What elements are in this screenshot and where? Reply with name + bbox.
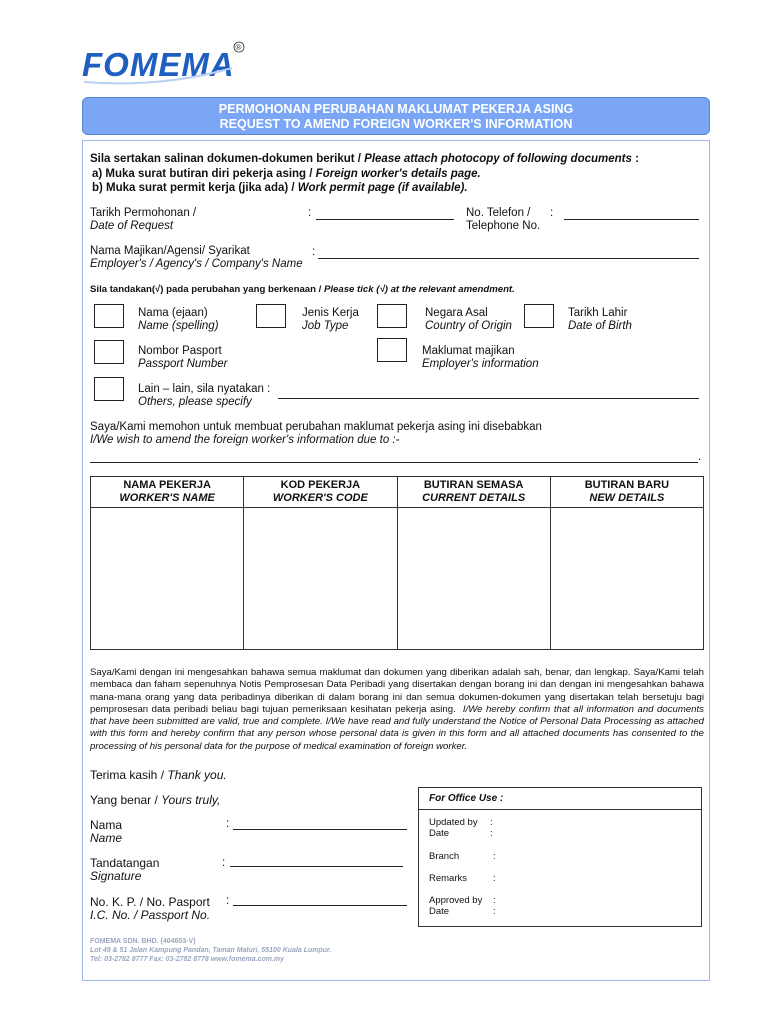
opt-others-en: Others, please specify (138, 396, 252, 408)
checkbox-job-type[interactable] (256, 304, 286, 328)
office-colon: : (490, 828, 493, 839)
tick-instruction: Sila tandakan(√) pada perubahan yang berkenaan / Please tick (√) at the relevant amendment. (90, 284, 515, 295)
title-banner (82, 97, 710, 135)
attach-item-a: a) Muka surat butiran diri pekerja asing / Foreign worker's details page. (92, 168, 481, 180)
registered-mark: ® (235, 43, 242, 52)
ic-colon: : (226, 895, 230, 907)
logo-text: FOMEMA (82, 46, 235, 83)
signature-label: Tandatangan (90, 856, 160, 870)
signature-input-line[interactable] (230, 866, 403, 867)
employer-label: Nama Majikan/Agensi/ Syarikat (90, 245, 250, 257)
checkbox-employer-info[interactable] (377, 338, 407, 362)
name-input-line[interactable] (233, 829, 407, 830)
amendment-table (90, 476, 704, 650)
sig-name-colon: : (226, 818, 230, 830)
signature-colon: : (222, 857, 226, 869)
office-date-1: Date (429, 828, 450, 839)
footer-company: FOMEMA SDN. BHD. (404653-V) (90, 938, 196, 945)
sig-name-label: Nama (90, 818, 123, 832)
date-label-en: Date of Request (90, 220, 174, 232)
reason-input-line[interactable] (90, 462, 698, 463)
office-colon: : (493, 851, 496, 862)
employer-input-line[interactable] (318, 258, 699, 259)
ic-label: No. K. P. / No. Pasport (90, 895, 210, 909)
office-branch: Branch (429, 851, 460, 862)
opt-passport-en: Passport Number (138, 358, 228, 370)
table-header-row (91, 477, 704, 508)
ic-label-en: I.C. No. / Passport No. (90, 908, 211, 922)
office-colon: : (493, 906, 496, 917)
phone-colon: : (550, 207, 554, 219)
checkbox-country[interactable] (377, 304, 407, 328)
col-header-new-details: BUTIRAN BARU NEW DETAILS (550, 477, 703, 508)
opt-name-en: Name (spelling) (138, 320, 219, 332)
phone-input-line[interactable] (564, 219, 699, 220)
ic-input-line[interactable] (233, 905, 407, 906)
office-approved-by: Approved by (429, 895, 483, 906)
opt-others: Lain – lain, sila nyatakan : (138, 383, 271, 395)
phone-label-en: Telephone No. (466, 220, 541, 232)
signature-label-en: Signature (90, 869, 142, 883)
date-input-line[interactable] (316, 219, 454, 220)
employer-label-en: Employer's / Agency's / Company's Name (90, 258, 303, 270)
office-colon: : (490, 817, 493, 828)
yours-truly: Yang benar / Yours truly, (90, 793, 221, 807)
employer-colon: : (312, 246, 316, 258)
checkbox-name[interactable] (94, 304, 124, 328)
others-input-line[interactable] (278, 398, 699, 399)
reason-label: Saya/Kami memohon untuk membuat perubahan maklumat pekerja asing ini disebabkan (90, 421, 542, 433)
col-header-worker-name: NAMA PEKERJA WORKER'S NAME (91, 477, 244, 508)
reason-label-en: I/We wish to amend the foreign worker's information due to :- (90, 434, 400, 446)
opt-employer: Maklumat majikan (422, 345, 515, 357)
opt-country-en: Country of Origin (425, 320, 512, 332)
opt-name: Nama (ejaan) (138, 307, 208, 319)
date-colon: : (308, 207, 312, 219)
cell-new-details[interactable] (550, 508, 703, 650)
table-row (91, 508, 704, 650)
office-date-2: Date (429, 906, 450, 917)
office-use-box (418, 787, 702, 927)
cell-worker-code[interactable] (244, 508, 397, 650)
checkbox-dob[interactable] (524, 304, 554, 328)
checkbox-passport[interactable] (94, 340, 124, 364)
col-header-current-details: BUTIRAN SEMASA CURRENT DETAILS (397, 477, 550, 508)
checkbox-others[interactable] (94, 377, 124, 401)
opt-dob: Tarikh Lahir (568, 307, 628, 319)
opt-job: Jenis Kerja (302, 307, 359, 319)
col-header-worker-code: KOD PEKERJA WORKER'S CODE (244, 477, 397, 508)
opt-employer-en: Employer's information (422, 358, 539, 370)
opt-job-en: Job Type (302, 320, 349, 332)
sig-name-label-en: Name (90, 831, 123, 845)
footer-address: Lot 49 & 51 Jalan Kampung Pandan, Taman Maluri, 55100 Kuala Lumpur. (90, 947, 332, 954)
opt-country: Negara Asal (425, 307, 488, 319)
thank-you: Terima kasih / Thank you. (90, 768, 227, 782)
title-english: REQUEST TO AMEND FOREIGN WORKER'S INFORMATION (219, 117, 573, 131)
cell-current-details[interactable] (397, 508, 550, 650)
office-colon: : (493, 873, 496, 884)
office-remarks: Remarks (429, 873, 468, 884)
opt-dob-en: Date of Birth (568, 320, 632, 332)
footer-contact: Tel: 03-2782 8777 Fax: 03-2782 8778 www.fomema.com.my (90, 956, 285, 963)
opt-passport: Nombor Pasport (138, 345, 222, 357)
date-label: Tarikh Permohonan / (90, 207, 197, 219)
office-use-heading: For Office Use : (419, 788, 701, 810)
fomema-logo (82, 38, 252, 94)
phone-label: No. Telefon / (466, 207, 531, 219)
declaration-text: Saya/Kami dengan ini mengesahkan bahawa semua maklumat dan dokumen yang diberikan adalah sah, benar, dan lengkap. Saya/Kami telah membaca dan faham sepenuhnya Notis Pemprosesan Data Peribadi yang disertakan dengan borang ini dan dengan ini mengesahkan bahawa mana-mana orang yang data peribadinya diberikan di dalam borang ini dan semua dokumen-dokumen yang disertakan telah bersetuju bagi pemprosesan data peribadi beliau bagi tujuan pemeriksaan kesihatan pekerja asing. I/We hereby confirm that all information and documents that have been submitted are valid, true and complete. I/We have read and fully understand the Notice of Personal Data Processing as attached with this form and hereby confirm that any person whose personal data is given in this form and all attached documents has consented to the processing of his personal data for the purpose of medical examination of foreign worker. (90, 667, 704, 752)
office-colon: : (493, 895, 496, 906)
office-updated-by: Updated by (429, 817, 478, 828)
cell-worker-name[interactable] (91, 508, 244, 650)
attach-heading: Sila sertakan salinan dokumen-dokumen berikut / Please attach photocopy of following documents : (90, 153, 639, 165)
reason-end-dot: . (698, 451, 702, 463)
attach-item-b: b) Muka surat permit kerja (jika ada) / Work permit page (if available). (92, 182, 468, 194)
title-malay: PERMOHONAN PERUBAHAN MAKLUMAT PEKERJA ASING (218, 102, 574, 116)
